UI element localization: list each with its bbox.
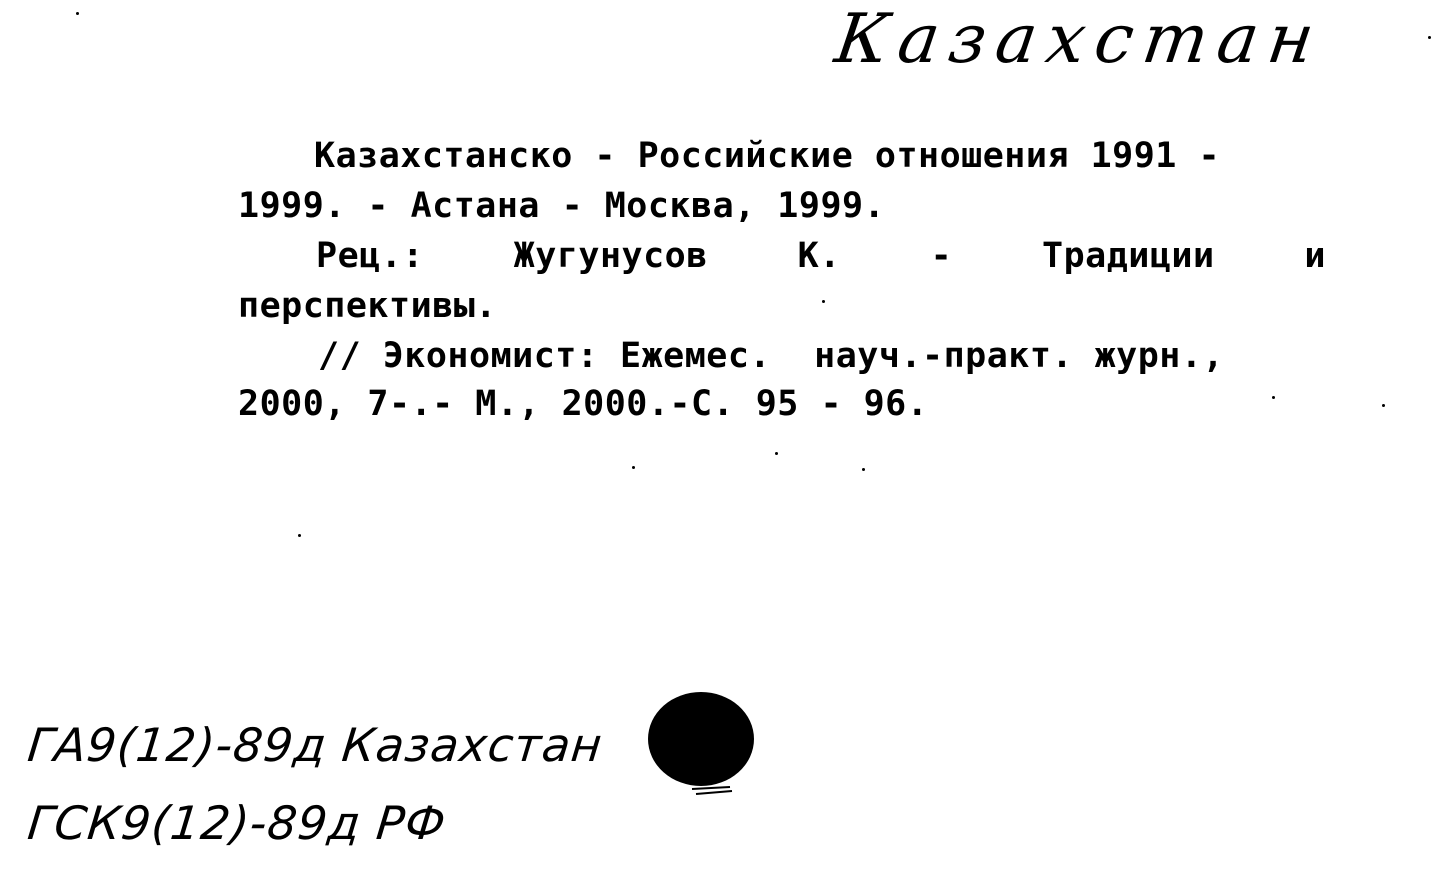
punch-hole-scratch	[690, 786, 734, 796]
scan-speck	[862, 468, 865, 471]
review-author: Жугунусов	[513, 236, 708, 276]
review-title-word: Традиции	[1042, 236, 1215, 276]
scan-speck	[76, 12, 79, 15]
review-line	[316, 236, 1326, 276]
scan-speck	[1382, 404, 1385, 407]
review-dash: -	[930, 236, 953, 276]
review-conjunction: и	[1304, 236, 1326, 276]
shelf-mark: ГА9(12)-89д Казахстан	[25, 718, 606, 772]
scan-speck	[822, 300, 825, 303]
body-line: перспективы.	[238, 286, 497, 326]
source-line: // Экономист: Ежемес. науч.-практ. журн.,	[318, 336, 1225, 376]
source-details-line: 2000, 7-.- М., 2000.-С. 95 - 96.	[238, 384, 929, 424]
body-line: 1999. - Астана - Москва, 1999.	[238, 186, 886, 226]
scan-speck	[298, 534, 301, 537]
shelf-mark: ГСК9(12)-89д РФ	[25, 796, 449, 850]
review-label: Рец.:	[316, 236, 424, 276]
scan-speck	[1272, 396, 1275, 399]
scan-speck	[632, 466, 635, 469]
scan-speck	[775, 452, 778, 455]
punch-hole	[648, 692, 754, 786]
body-line: Казахстанско - Российские отношения 1991 -	[314, 136, 1221, 176]
scan-speck	[1428, 36, 1431, 39]
card-heading-handwritten: Казахстан	[830, 0, 1329, 79]
review-initial: К.	[797, 236, 841, 276]
